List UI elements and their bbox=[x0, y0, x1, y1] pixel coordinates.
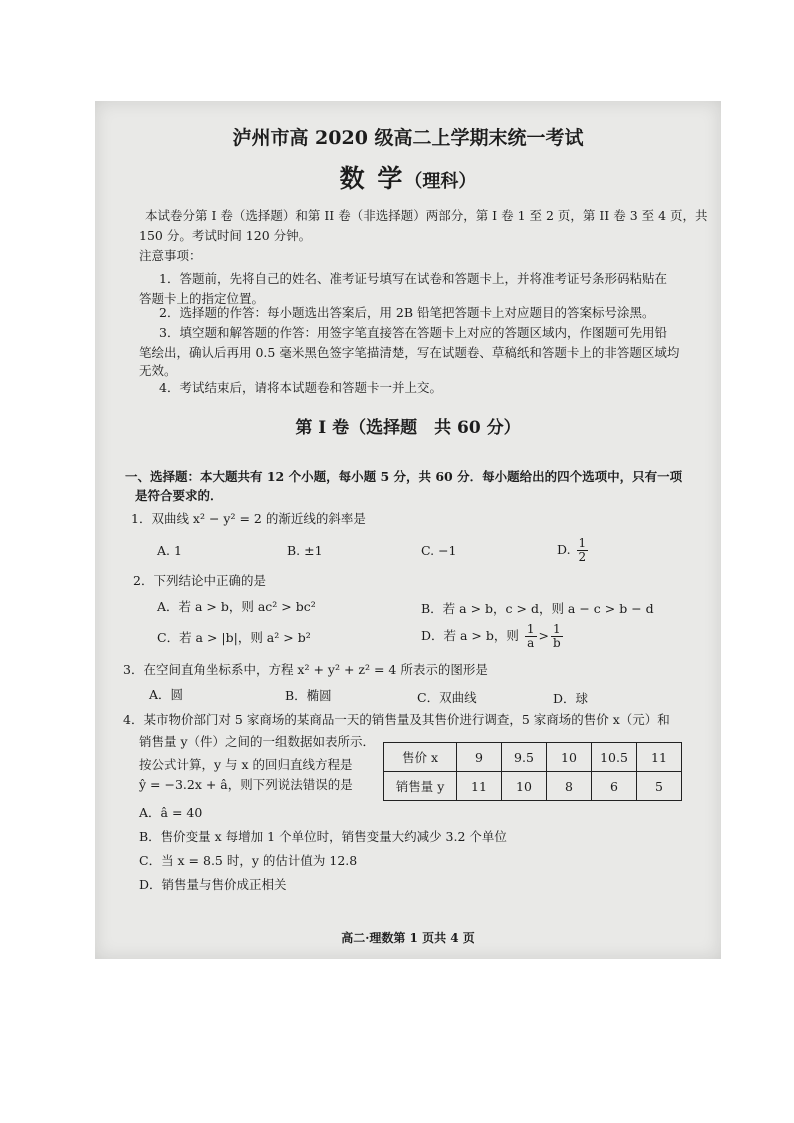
q4-stem-b: 销售量 y（件）之间的一组数据如表所示． bbox=[139, 734, 376, 749]
q2-stem: 2．下列结论中正确的是 bbox=[133, 573, 266, 588]
q2-fraction-b-den: b bbox=[552, 636, 561, 650]
table-row-price bbox=[384, 743, 682, 772]
intro-line-1: 本试卷分第 I 卷（选择题）和第 II 卷（非选择题）两部分，第 I 卷 1 至 2 页，第 II 卷 3 至 4 页，共 bbox=[145, 208, 708, 223]
q1-option-c: C. −1 bbox=[421, 543, 457, 558]
table-cell: 10 bbox=[547, 743, 592, 772]
page-footer: 高二·理数第 1 页共 4 页 bbox=[341, 931, 475, 945]
table-cell: 5 bbox=[637, 772, 682, 801]
q4-option-d: D．销售量与售价成正相关 bbox=[139, 877, 287, 892]
q1-option-d bbox=[557, 537, 590, 564]
q4-option-a: A．â = 40 bbox=[139, 805, 203, 820]
table-cell: 6 bbox=[592, 772, 637, 801]
table-row-label: 售价 x bbox=[384, 743, 457, 772]
q1-fraction-den: 2 bbox=[578, 550, 587, 564]
q2-fraction-b bbox=[551, 623, 563, 650]
q1-fraction-num: 1 bbox=[578, 536, 587, 550]
subject-heading bbox=[95, 159, 721, 195]
notice-1b: 答题卡上的指定位置。 bbox=[139, 291, 265, 306]
table-cell: 8 bbox=[547, 772, 592, 801]
notice-2: 2．选择题的作答：每小题选出答案后，用 2B 铅笔把答题卡上对应题目的答案标号涂黑。 bbox=[159, 305, 655, 320]
table-cell: 10 bbox=[502, 772, 547, 801]
subject-note: （理科） bbox=[404, 171, 477, 192]
q4-option-b: B．售价变量 x 每增加 1 个单位时，销售变量大约减少 3.2 个单位 bbox=[139, 829, 507, 844]
table-cell: 9 bbox=[457, 743, 502, 772]
q1-option-d-label: D. bbox=[557, 542, 571, 557]
notice-3c: 无效。 bbox=[139, 363, 177, 378]
q2-option-a: A．若 a > b，则 ac² > bc² bbox=[157, 599, 316, 614]
subject-name: 数 学 bbox=[339, 164, 405, 193]
q2-option-d bbox=[421, 623, 565, 650]
q2-option-d-prefix: D．若 a > b，则 bbox=[421, 628, 519, 643]
q3-option-d: D．球 bbox=[553, 691, 589, 706]
table-cell: 10.5 bbox=[592, 743, 637, 772]
q3-stem: 3．在空间直角坐标系中，方程 x² + y² + z² = 4 所表示的图形是 bbox=[123, 662, 488, 677]
q2-fraction-a-num: 1 bbox=[526, 622, 535, 636]
exam-page bbox=[95, 101, 721, 959]
q3-option-a: A．圆 bbox=[149, 687, 184, 702]
q2-gt-sign: > bbox=[538, 628, 549, 643]
q4-stem-d: ŷ = −3.2x + â，则下列说法错误的是 bbox=[139, 777, 353, 792]
exam-title: 泸州市高 2020 级高二上学期末统一考试 bbox=[232, 127, 584, 149]
q4-stem-a: 4．某市物价部门对 5 家商场的某商品一天的销售量及其售价进行调查，5 家商场的售价 x（元）和 bbox=[123, 712, 670, 727]
notice-3a: 3．填空题和解答题的作答：用签字笔直接答在答题卡上对应的答题区域内，作图题可先用铅 bbox=[159, 325, 667, 340]
q2-fraction-a bbox=[525, 623, 537, 650]
q1-fraction bbox=[577, 537, 589, 564]
q2-fraction-b-num: 1 bbox=[552, 622, 561, 636]
q4-stem-c: 按公式计算，y 与 x 的回归直线方程是 bbox=[139, 757, 353, 772]
q3-option-b: B．椭圆 bbox=[285, 688, 332, 703]
q1-option-b: B. ±1 bbox=[287, 543, 323, 558]
q1-stem: 1．双曲线 x² − y² = 2 的渐近线的斜率是 bbox=[131, 511, 366, 526]
q2-option-c: C．若 a > |b|，则 a² > b² bbox=[157, 630, 311, 645]
q2-option-b: B．若 a > b，c > d，则 a − c > b − d bbox=[421, 601, 654, 616]
notice-3b: 笔绘出，确认后再用 0.5 毫米黑色签字笔描清楚，写在试题卷、草稿纸和答题卡上的非答题区域均 bbox=[139, 345, 680, 360]
q1-option-a: A. 1 bbox=[157, 543, 182, 558]
q3-option-c: C．双曲线 bbox=[417, 690, 477, 705]
q4-option-c: C．当 x = 8.5 时，y 的估计值为 12.8 bbox=[139, 853, 358, 868]
q4-data-table bbox=[383, 742, 682, 801]
notice-4: 4．考试结束后，请将本试题卷和答题卡一并上交。 bbox=[159, 380, 442, 395]
q2-fraction-a-den: a bbox=[527, 636, 535, 650]
notice-title: 注意事项： bbox=[139, 248, 202, 263]
section-instruction-b: 是符合要求的． bbox=[135, 488, 223, 503]
table-row-sales bbox=[384, 772, 682, 801]
notice-1a: 1．答题前，先将自己的姓名、准考证号填写在试卷和答题卡上，并将准考证号条形码粘贴在 bbox=[159, 271, 667, 286]
table-cell: 9.5 bbox=[502, 743, 547, 772]
section-title: 第 I 卷（选择题 共 60 分） bbox=[295, 418, 521, 438]
table-cell: 11 bbox=[637, 743, 682, 772]
table-row-label: 销售量 y bbox=[384, 772, 457, 801]
section-instruction-a: 一、选择题：本大题共有 12 个小题，每小题 5 分，共 60 分．每小题给出的四个选项中，只有一项 bbox=[125, 469, 683, 484]
table-cell: 11 bbox=[457, 772, 502, 801]
intro-line-2: 150 分。考试时间 120 分钟。 bbox=[139, 228, 312, 243]
